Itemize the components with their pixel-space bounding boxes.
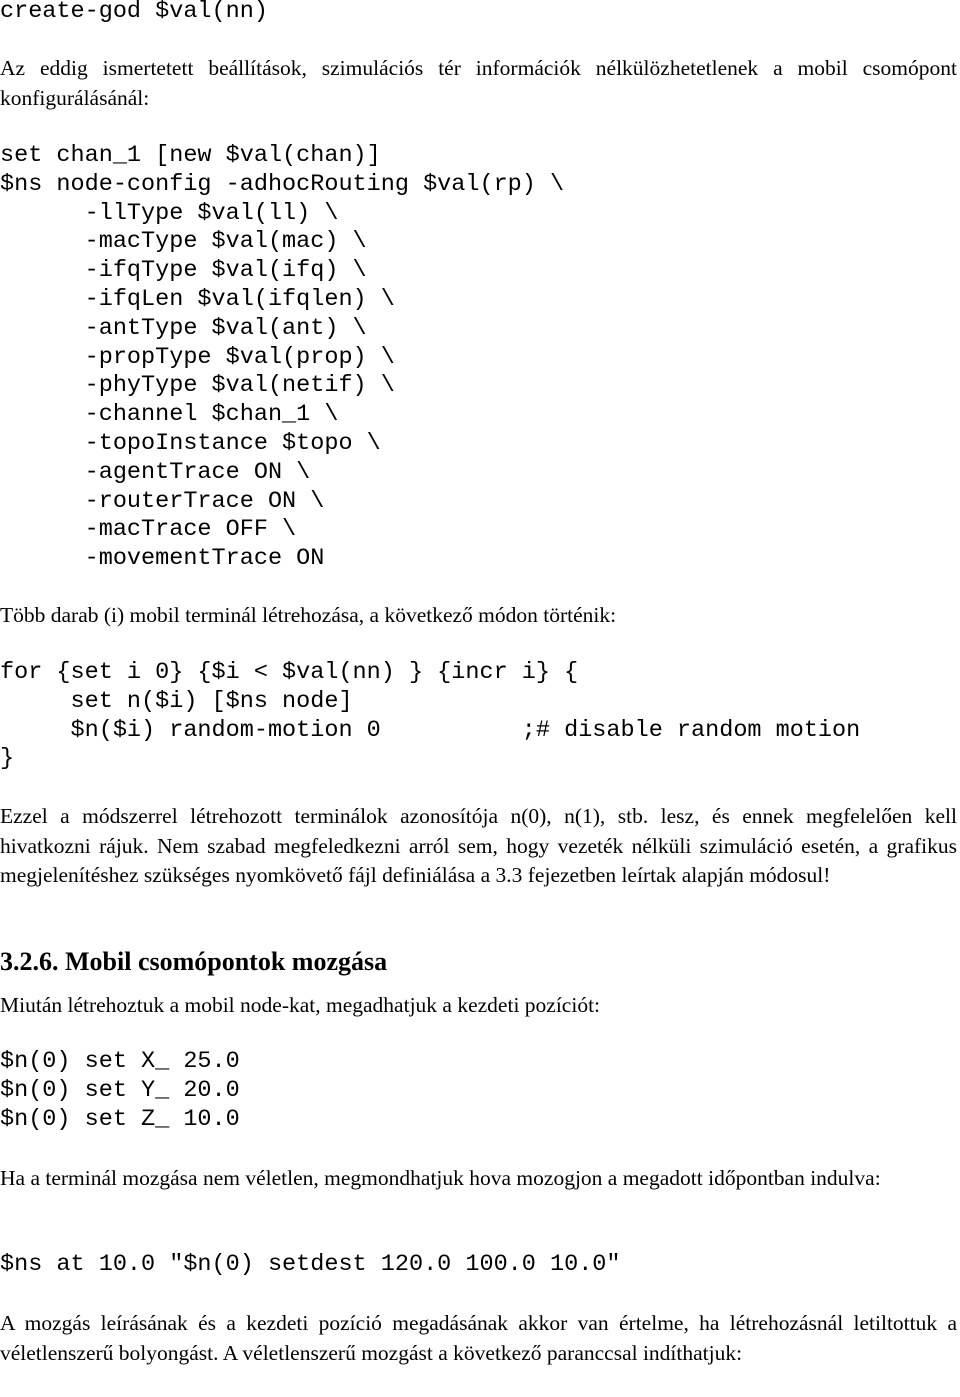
code-line: $n($i) random-motion 0 ;# disable random motion [0, 716, 861, 744]
code-line: $ns at 10.0 "$n(0) setdest 120.0 100.0 10.0" [0, 1251, 621, 1278]
create-god-code [0, 0, 957, 27]
code-line: -phyType $val(netif) \ [0, 372, 395, 400]
random-walk-paragraph: A mozgás leírásának és a kezdeti pozíció megadásának akkor van értelme, ha létrehozásnál letiltottuk a véletlenszerű bolyongást. A véletlenszerű mozgást a következő paranccsal indíthatjuk: [0, 1311, 957, 1365]
code-line: -propType $val(prop) \ [0, 343, 395, 371]
loop-code [0, 659, 957, 774]
code-line: -ifqLen $val(ifqlen) \ [0, 285, 395, 313]
position-code [0, 1048, 957, 1134]
node-config-code [0, 142, 957, 574]
code-line: for {set i 0} {$i < $val(nn) } {incr i} { [0, 659, 579, 686]
section-heading: 3.2.6. Mobil csomópontok mozgása [0, 947, 388, 976]
code-line: $n(0) set Y_ 20.0 [0, 1076, 240, 1104]
code-line: create-god $val(nn) [0, 0, 268, 25]
code-line: $n(0) set X_ 25.0 [0, 1048, 240, 1075]
code-line: -llType $val(ll) \ [0, 199, 339, 227]
code-line: set chan_1 [new $val(chan)] [0, 142, 381, 169]
code-line: set n($i) [$ns node] [0, 687, 353, 715]
identifier-paragraph: Ezzel a módszerrel létrehozott terminálok azonosítója n(0), n(1), stb. lesz, és ennek megfelelően kell hivatkozni rájuk. Nem szabad megfeledkezni arról sem, hogy vezeték nélküli szimuláció esetén, a grafikus megjelenítéshez szükséges nyomkövető fájl definiálása a 3.3 fejezetben leírtak alapján módosul! [0, 804, 957, 887]
code-line: -macType $val(mac) \ [0, 228, 367, 256]
intro-paragraph: Az eddig ismertetett beállítások, szimulációs tér információk nélkülözhetetlenek a mobil csomópont konfigurálásánál: [0, 56, 957, 110]
code-line: -ifqType $val(ifq) \ [0, 257, 367, 285]
code-line: -routerTrace ON \ [0, 487, 325, 515]
code-line: -movementTrace ON [0, 545, 325, 573]
code-line: -macTrace OFF \ [0, 516, 297, 544]
code-line: -topoInstance $topo \ [0, 429, 381, 457]
code-line: -antType $val(ant) \ [0, 314, 367, 342]
code-line: $ns node-config -adhocRouting $val(rp) \ [0, 170, 565, 198]
setdest-code [0, 1251, 957, 1280]
code-line: -agentTrace ON \ [0, 458, 311, 486]
multi-terminal-paragraph: Több darab (i) mobil terminál létrehozása, a következő módon történik: [0, 603, 617, 627]
code-line: } [0, 745, 15, 773]
code-line: -channel $chan_1 \ [0, 401, 339, 429]
initial-position-paragraph: Miután létrehoztuk a mobil node-kat, megadhatjuk a kezdeti pozíciót: [0, 993, 601, 1017]
code-line: $n(0) set Z_ 10.0 [0, 1105, 240, 1133]
movement-paragraph: Ha a terminál mozgása nem véletlen, megmondhatjuk hova mozogjon a megadott időpontban indulva: [0, 1166, 881, 1190]
